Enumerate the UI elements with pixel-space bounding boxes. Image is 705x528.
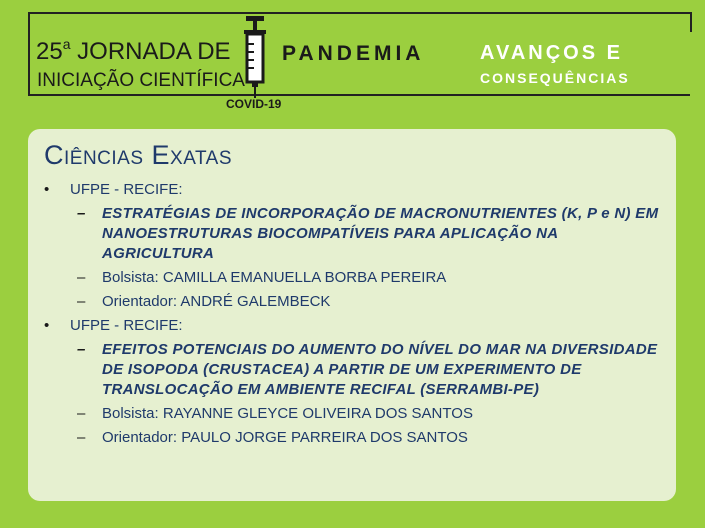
dash-bullet: – bbox=[77, 293, 86, 310]
entry-project-title bbox=[40, 340, 660, 400]
entry-orientador bbox=[40, 292, 660, 312]
dash-bullet: – bbox=[77, 205, 86, 222]
dash-bullet: – bbox=[77, 341, 86, 358]
entry-orientador-text: Orientador: PAULO JORGE PARREIRA DOS SANTOS bbox=[102, 429, 468, 446]
entry-institution: • UFPE - RECIFE: bbox=[40, 180, 660, 204]
dash-bullet: – bbox=[77, 269, 86, 286]
entry-project-title bbox=[40, 204, 660, 264]
event-number-suffix: a bbox=[62, 36, 71, 52]
entry-project-title-text: ESTRATÉGIAS DE INCORPORAÇÃO DE MACRONUTRIENTES (K, P e N) EM NANOESTRUTURAS BIOCOMPATÍVEIS PARA APLICAÇÃO NA AGRICULTURA bbox=[102, 205, 659, 262]
covid-label: COVID-19 bbox=[226, 97, 282, 111]
dash-bullet: – bbox=[77, 405, 86, 422]
syringe-icon bbox=[240, 14, 270, 100]
event-number: 25 bbox=[36, 38, 63, 65]
event-title-line2: INICIAÇÃO CIENTÍFICA bbox=[37, 70, 245, 91]
entry-institution: • UFPE - RECIFE: bbox=[40, 316, 660, 340]
theme-line2: CONSEQUÊNCIAS bbox=[480, 70, 630, 86]
entries-list bbox=[40, 180, 660, 452]
event-title-text: JORNADA DE bbox=[77, 38, 231, 65]
entry-bolsista-text: Bolsista: RAYANNE GLEYCE OLIVEIRA DOS SANTOS bbox=[102, 405, 473, 422]
theme-line1: AVANÇOS E bbox=[480, 42, 623, 64]
entry-bolsista bbox=[40, 268, 660, 288]
entry-orientador-text: Orientador: ANDRÉ GALEMBECK bbox=[102, 293, 331, 310]
section-title: Ciências Exatas bbox=[44, 140, 233, 170]
entry-orientador bbox=[40, 428, 660, 448]
entry-project-title-text: EFEITOS POTENCIAIS DO AUMENTO DO NÍVEL DO MAR NA DIVERSIDADE DE ISOPODA (CRUSTACEA) A PARTIR DE UM EXPERIMENTO DE TRANSLOCAÇÃO EM AMBIENTE RECIFAL (SERRAMBI-PE) bbox=[102, 341, 658, 398]
entry-bolsista bbox=[40, 404, 660, 424]
event-title-line1 bbox=[36, 36, 231, 66]
entry-bolsista-text: Bolsista: CAMILLA EMANUELLA BORBA PEREIRA bbox=[102, 269, 447, 286]
theme-main: PANDEMIA bbox=[282, 42, 425, 65]
dash-bullet: – bbox=[77, 429, 86, 446]
